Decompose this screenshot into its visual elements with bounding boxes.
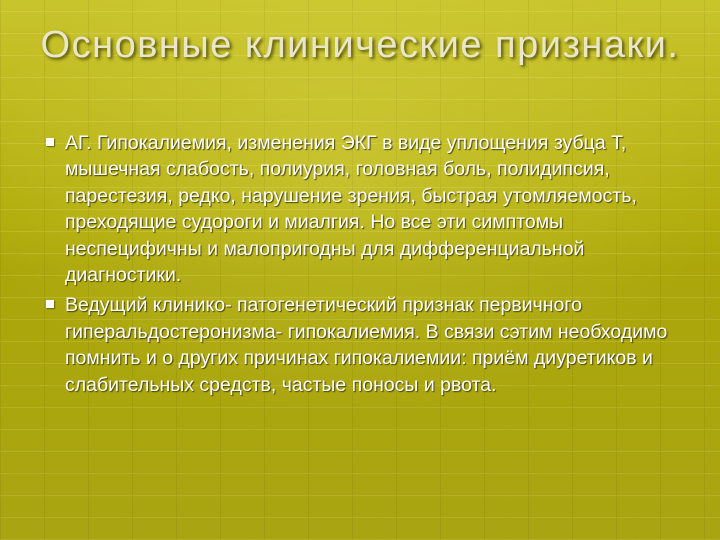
bullet-text: АГ. Гипокалиемия, изменения ЭКГ в виде уплощения зубца Т, мышечная слабость, полиурия, головная боль, полидипсия, парестезия, редко, нарушение зрения, быстрая утомляемость, преходящие судороги и миалгия. Но все эти симптомы неспецифичны и малопригодны для дифференциальной диагностики.: [65, 132, 637, 287]
bullet-list: [44, 130, 684, 402]
square-bullet-icon: [46, 138, 54, 146]
slide-title: Основные клинические признаки.: [40, 24, 680, 66]
square-bullet-icon: [46, 300, 54, 308]
bullet-item: [44, 130, 684, 288]
bullet-text: Ведущий клинико- патогенетический признак первичного гиперальдостеронизма- гипокалиемия. В связи сэтим необходимо помнить и о других причинах гипокалиемии: приём диуретиков и слабительных средств, частые поносы и рвота.: [65, 294, 668, 396]
bullet-item: [44, 292, 684, 398]
